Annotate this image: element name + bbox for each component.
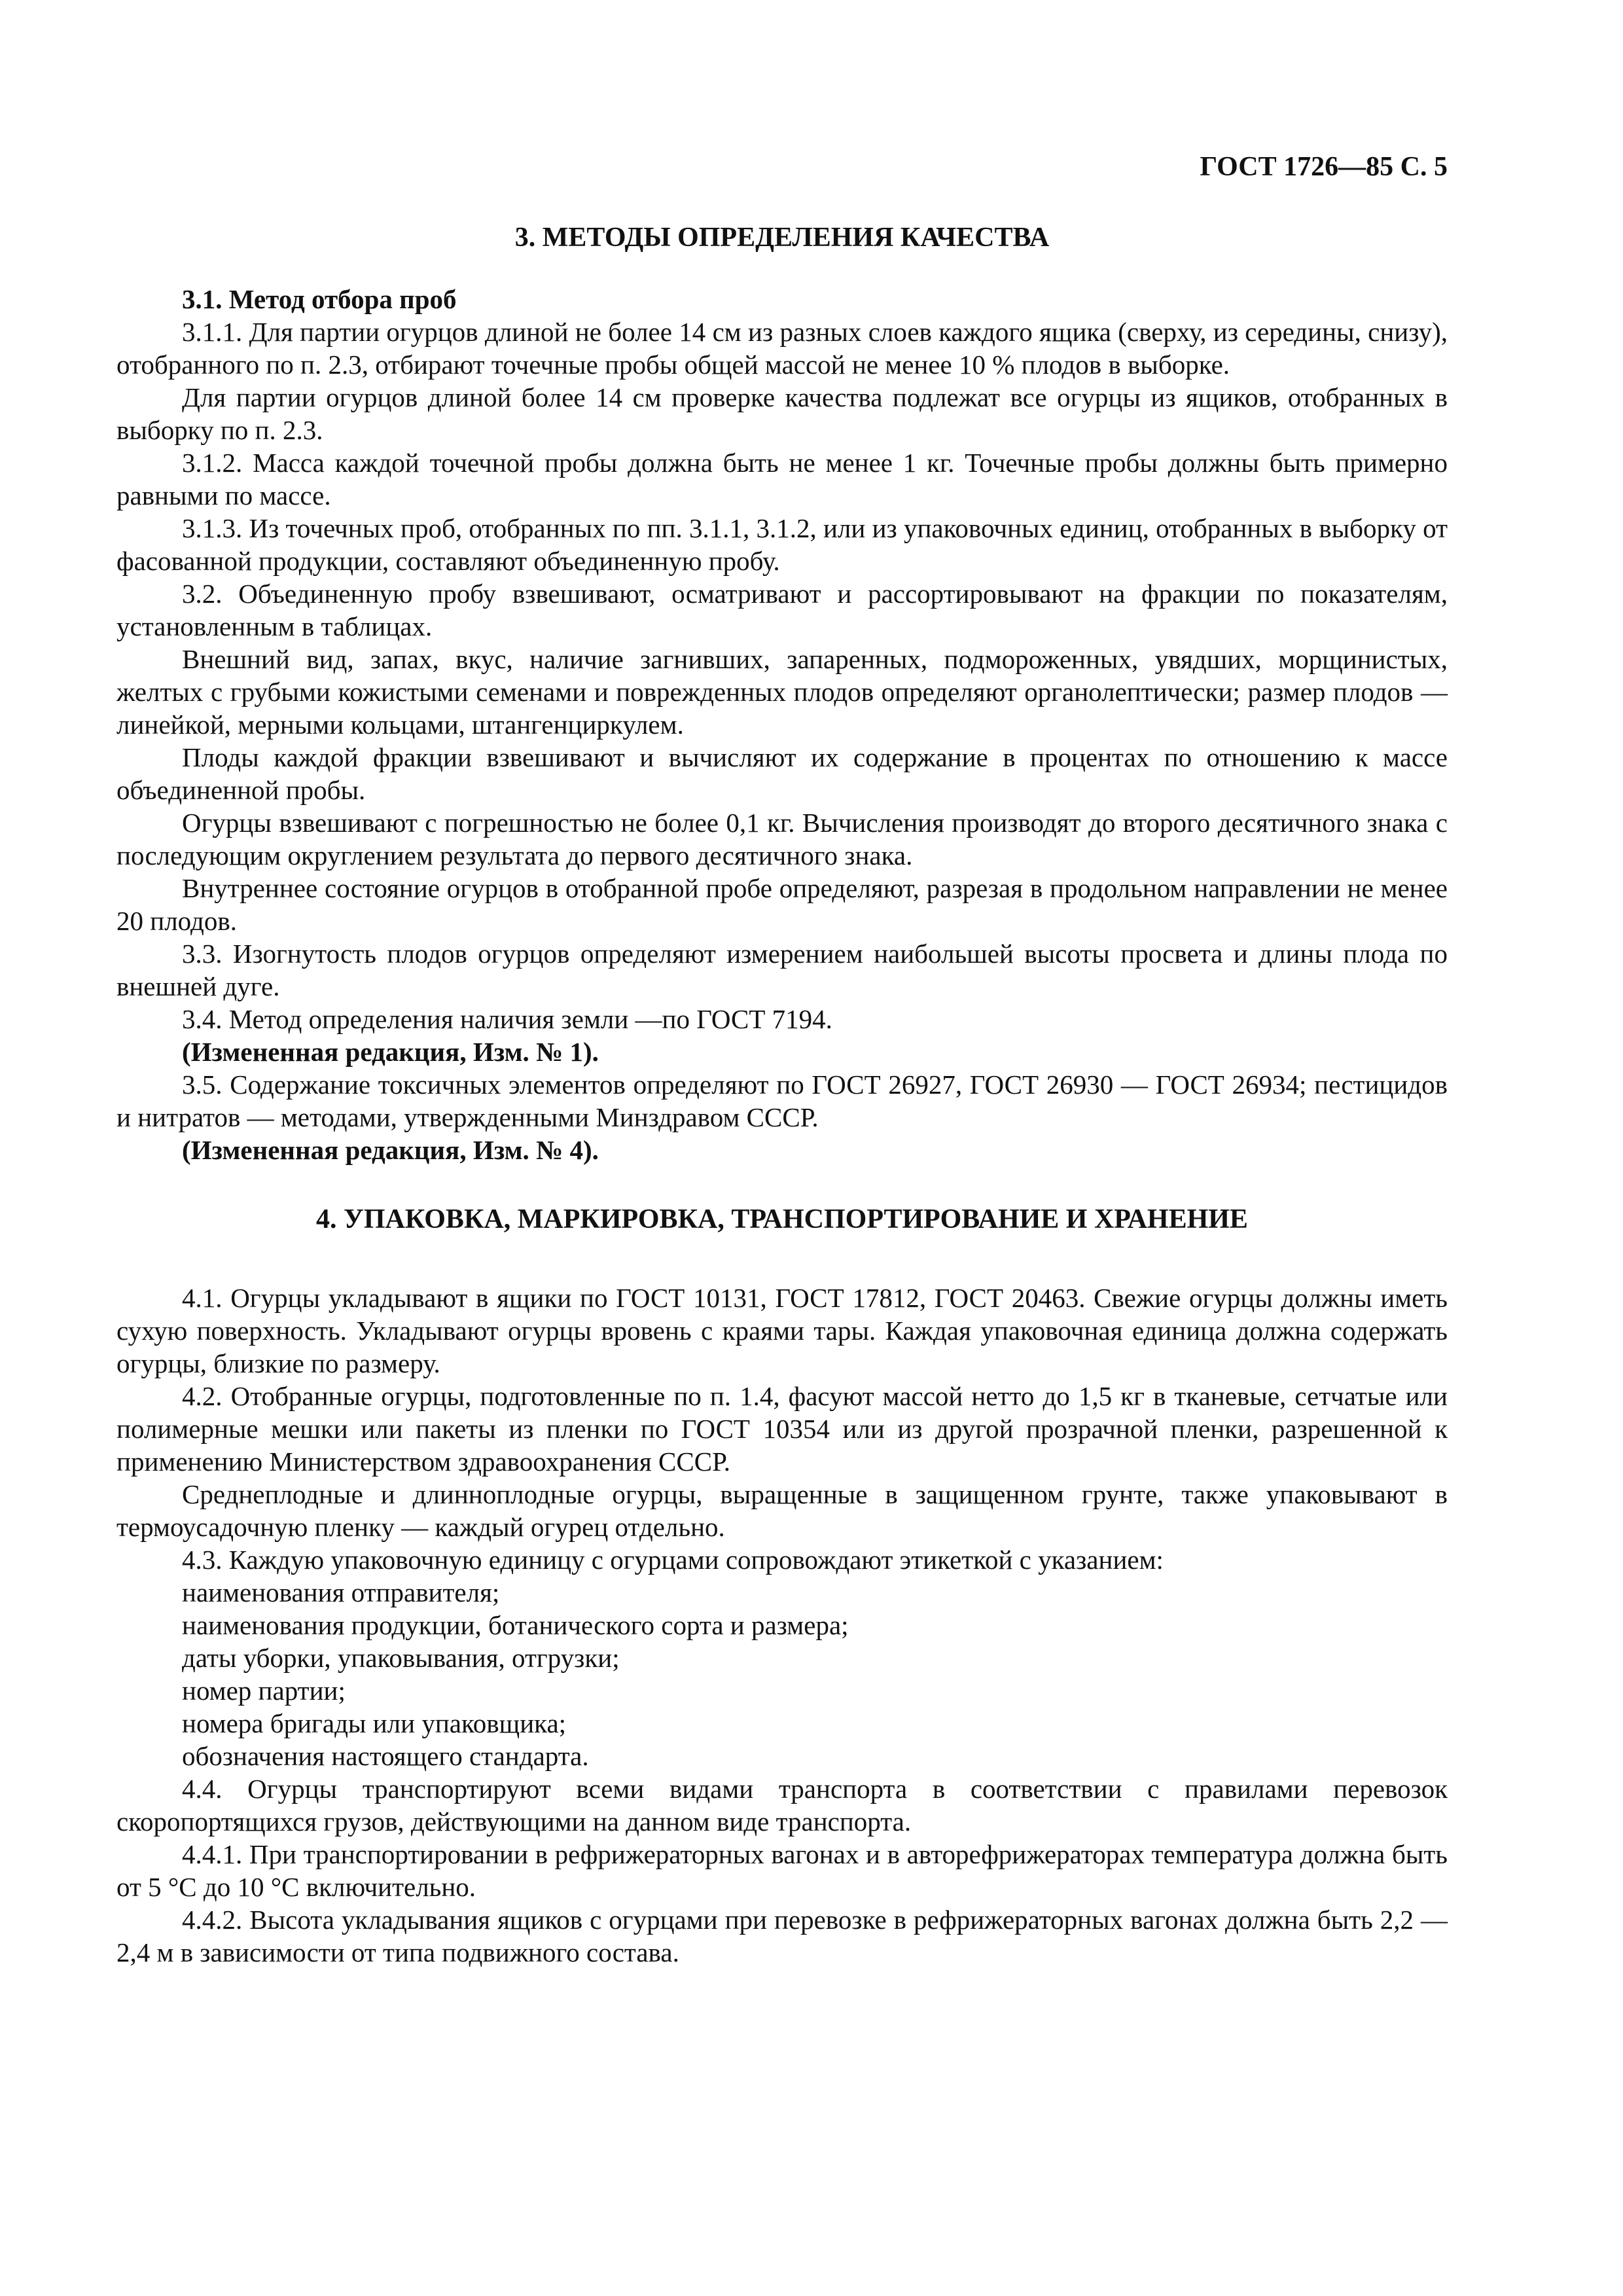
label-list-item: наименования продукции, ботанического сорта и размера; bbox=[182, 1610, 849, 1640]
paragraph: 3.1.1. Для партии огурцов длиной не более 14 см из разных слоев каждого ящика (сверху, из середины, снизу), отобранного по п. 2.3, отбирают точечные пробы общей массой не менее 10 % плодов в выборке. bbox=[116, 317, 1448, 380]
paragraph: 4.2. Отобранные огурцы, подготовленные по п. 1.4, фасуют массой нетто до 1,5 кг в тканевые, сетчатые или полимерные мешки или пакеты из пленки по ГОСТ 10354 или из другой прозрачной пленки, разрешенной к применению Министерством здравоохранения СССР. bbox=[116, 1381, 1448, 1477]
paragraph: 4.1. Огурцы укладывают в ящики по ГОСТ 10131, ГОСТ 17812, ГОСТ 20463. Свежие огурцы должны иметь сухую поверхность. Укладывают огурцы вровень с краями тары. Каждая упаковочная единица должна содержать огурцы, близкие по размеру. bbox=[116, 1283, 1448, 1378]
label-list-item: номера бригады или упаковщика; bbox=[182, 1708, 567, 1738]
amendment-note: (Измененная редакция, Изм. № 4). bbox=[182, 1135, 599, 1165]
paragraph: Плоды каждой фракции взвешивают и вычисляют их содержание в процентах по отношению к массе объединенной пробы. bbox=[116, 742, 1448, 805]
paragraph: 3.5. Содержание токсичных элементов определяют по ГОСТ 26927, ГОСТ 26930 — ГОСТ 26934; пестицидов и нитратов — методами, утвержденными Минздравом СССР. bbox=[116, 1069, 1448, 1132]
paragraph: Среднеплодные и длинноплодные огурцы, выращенные в защищенном грунте, также упаковывают в термоусадочную пленку — каждый огурец отдельно. bbox=[116, 1479, 1448, 1542]
paragraph: 4.4. Огурцы транспортируют всеми видами транспорта в соответствии с правилами перевозок скоропортящихся грузов, действующими на данном виде транспорта. bbox=[116, 1774, 1448, 1837]
paragraph: Для партии огурцов длиной более 14 см проверке качества подлежат все огурцы из ящиков, отобранных в выборку по п. 2.3. bbox=[116, 382, 1448, 445]
section-4-title: 4. УПАКОВКА, МАРКИРОВКА, ТРАНСПОРТИРОВАНИЕ И ХРАНЕНИЕ bbox=[316, 1204, 1248, 1234]
paragraph: 3.1.2. Масса каждой точечной пробы должна быть не менее 1 кг. Точечные пробы должны быть примерно равными по массе. bbox=[116, 448, 1448, 511]
subsection-3-1-title: 3.1. Метод отбора проб bbox=[182, 284, 457, 314]
paragraph: 3.2. Объединенную пробу взвешивают, осматривают и рассортировывают на фракции по показателям, установленным в таблицах. bbox=[116, 579, 1448, 641]
paragraph: 4.3. Каждую упаковочную единицу с огурцами сопровождают этикеткой с указанием: bbox=[182, 1545, 1164, 1575]
paragraph: 3.3. Изогнутость плодов огурцов определяют измерением наибольшей высоты просвета и длины плода по внешней дуге. bbox=[116, 939, 1448, 1001]
paragraph: 3.4. Метод определения наличия земли —по ГОСТ 7194. bbox=[182, 1004, 832, 1034]
document-page bbox=[116, 151, 1448, 1969]
paragraph: 4.4.2. Высота укладывания ящиков с огурцами при перевозке в рефрижераторных вагонах должна быть 2,2 — 2,4 м в зависимости от типа подвижного состава. bbox=[116, 1905, 1448, 1967]
document-reference: ГОСТ 1726—85 С. 5 bbox=[1200, 152, 1448, 182]
paragraph: Внешний вид, запах, вкус, наличие загнивших, запаренных, подмороженных, увядших, морщинистых, желтых с грубыми кожистыми семенами и поврежденных плодов определяют органолептически; размер плодов — линейкой, мерными кольцами, штангенциркулем. bbox=[116, 644, 1448, 740]
paragraph: 4.4.1. При транспортировании в рефрижераторных вагонах и в авторефрижераторах температура должна быть от 5 °С до 10 °С включительно. bbox=[116, 1839, 1448, 1902]
paragraph: 3.1.3. Из точечных проб, отобранных по пп. 3.1.1, 3.1.2, или из упаковочных единиц, отобранных в выборку от фасованной продукции, составляют объединенную пробу. bbox=[116, 513, 1448, 576]
amendment-note: (Измененная редакция, Изм. № 1). bbox=[182, 1037, 599, 1067]
label-list-item: обозначения настоящего стандарта. bbox=[182, 1741, 589, 1771]
paragraph: Внутреннее состояние огурцов в отобранной пробе определяют, разрезая в продольном направлении не менее 20 плодов. bbox=[116, 873, 1448, 936]
paragraph: Огурцы взвешивают с погрешностью не более 0,1 кг. Вычисления производят до второго десятичного знака с последующим округлением результата до первого десятичного знака. bbox=[116, 808, 1448, 870]
label-list-item: даты уборки, упаковывания, отгрузки; bbox=[182, 1643, 620, 1673]
section-3-title: 3. МЕТОДЫ ОПРЕДЕЛЕНИЯ КАЧЕСТВА bbox=[514, 223, 1050, 253]
label-list-item: номер партии; bbox=[182, 1676, 346, 1706]
label-list-item: наименования отправителя; bbox=[182, 1577, 500, 1607]
